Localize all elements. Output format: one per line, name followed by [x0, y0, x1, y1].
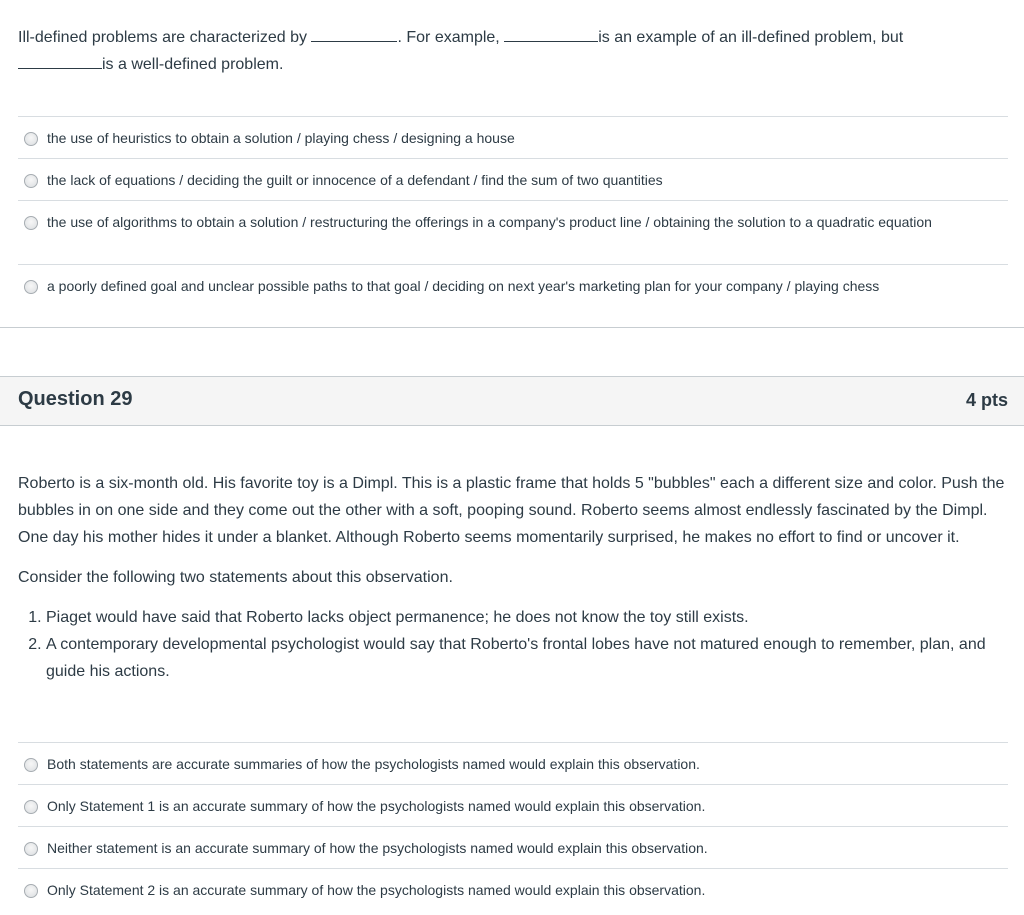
answer-option[interactable]: [18, 826, 1008, 868]
stem-text-1: Ill-defined problems are characterized by: [18, 29, 312, 46]
question-points: 4 pts: [965, 390, 1008, 410]
answer-option[interactable]: [18, 742, 1008, 784]
answer-label: the lack of equations / deciding the guilt or innocence of a defendant / find the sum of two quantities: [47, 172, 663, 188]
radio-button[interactable]: [24, 800, 38, 814]
answer-label: Both statements are accurate summaries of how the psychologists named would explain this observation.: [47, 756, 700, 772]
answer-option[interactable]: [18, 784, 1008, 826]
question-29-answers: [18, 742, 1008, 910]
radio-button[interactable]: [24, 842, 38, 856]
answer-label: Neither statement is an accurate summary of how the psychologists named would explain this observation.: [47, 840, 708, 856]
stem-text-3: is an example of an ill-defined problem, but: [598, 29, 904, 46]
fill-blank-3: [18, 54, 102, 69]
question-paragraph: Consider the following two statements about this observation.: [18, 569, 453, 586]
question-paragraph: Roberto is a six-month old. His favorite toy is a Dimpl. This is a plastic frame that holds 5 "bubbles" each a different size and color. Push the bubbles in on one side and they come out the other with a soft, pooping sound. Roberto seems almost endlessly fascinated by the Dimpl. One day his mother hides it under a blanket. Although Roberto seems momentarily surprised, he makes no effort to find or uncover it.: [18, 475, 1005, 546]
radio-button[interactable]: [24, 174, 38, 188]
answer-label: Only Statement 2 is an accurate summary of how the psychologists named would explain this observation.: [47, 882, 706, 898]
answer-option[interactable]: [18, 264, 1008, 306]
question-28-answers: [18, 116, 1008, 306]
answer-option[interactable]: [18, 158, 1008, 200]
answer-label: the use of heuristics to obtain a solution / playing chess / designing a house: [47, 130, 515, 146]
stem-text-2: . For example,: [397, 29, 505, 46]
fill-blank-2: [504, 27, 598, 42]
radio-button[interactable]: [24, 280, 38, 294]
question-29-body: [18, 470, 1008, 685]
question-28-stem: [18, 24, 1008, 78]
statement-item: 1. Piaget would have said that Roberto lacks object permanence; he does not know the toy still exists.: [46, 604, 1008, 631]
answer-option[interactable]: [18, 200, 1008, 264]
statement-list: [18, 604, 1008, 685]
question-title: Question 29: [18, 388, 133, 410]
radio-button[interactable]: [24, 758, 38, 772]
answer-label: a poorly defined goal and unclear possible paths to that goal / deciding on next year's marketing plan for your company / playing chess: [47, 278, 880, 294]
radio-button[interactable]: [24, 132, 38, 146]
fill-blank-1: [311, 27, 397, 42]
answer-option[interactable]: [18, 116, 1008, 158]
radio-button[interactable]: [24, 884, 38, 898]
question-divider: [0, 327, 1024, 328]
statement-item: 2. A contemporary developmental psychologist would say that Roberto's frontal lobes have not matured enough to remember, plan, and guide his actions.: [46, 631, 1008, 685]
answer-option[interactable]: [18, 868, 1008, 910]
stem-text-4: is a well-defined problem.: [102, 56, 284, 73]
answer-label: Only Statement 1 is an accurate summary of how the psychologists named would explain this observation.: [47, 798, 706, 814]
question-header: [0, 376, 1024, 426]
radio-button[interactable]: [24, 216, 38, 230]
answer-label: the use of algorithms to obtain a solution / restructuring the offerings in a company's product line / obtaining the solution to a quadratic equation: [47, 214, 932, 230]
